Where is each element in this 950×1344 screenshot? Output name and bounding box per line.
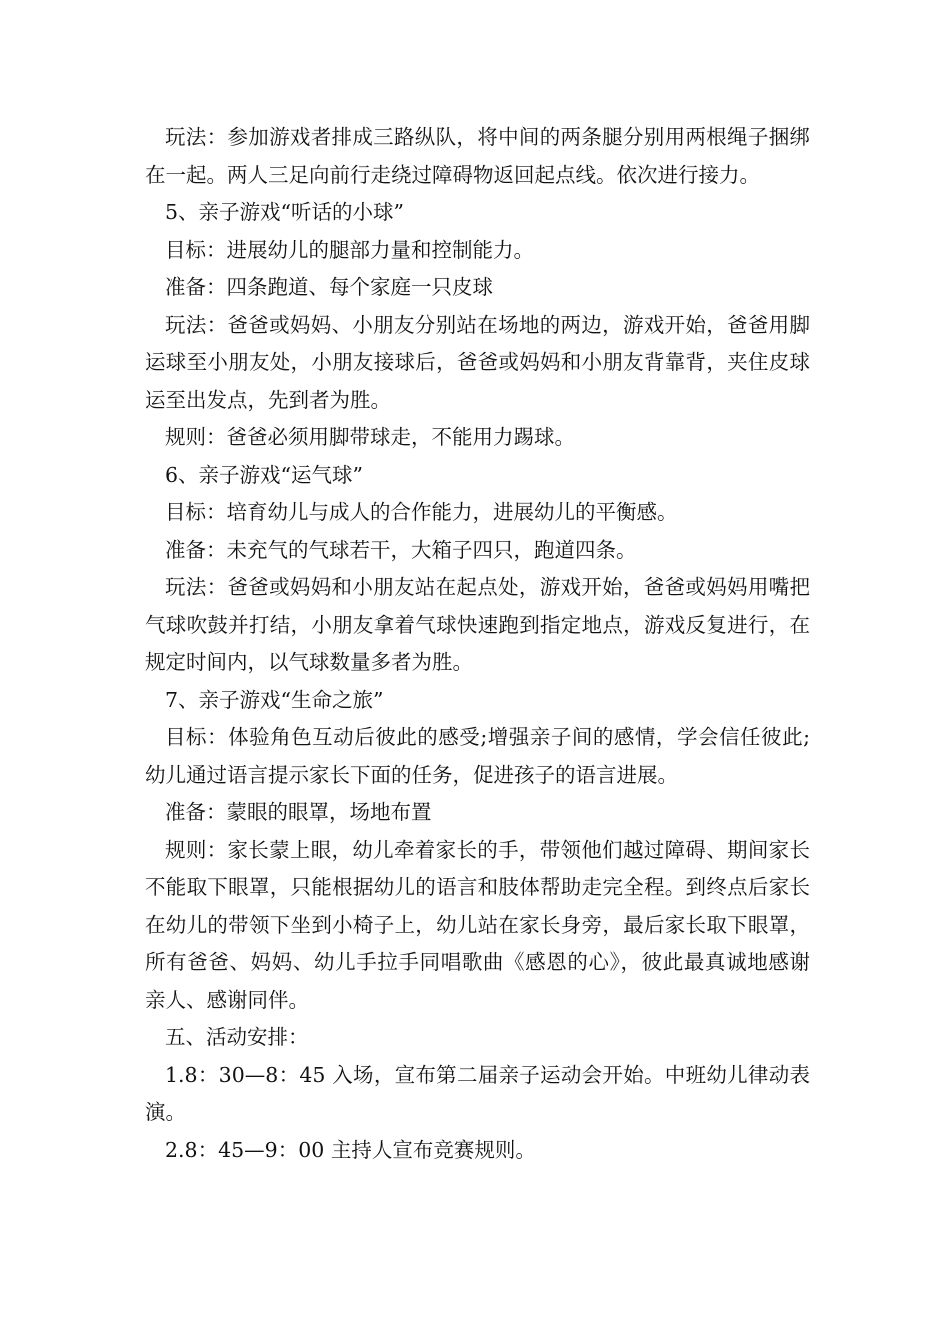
document-body [145, 119, 810, 1169]
heading-game-5: 5、亲子游戏“听话的小球” [165, 200, 405, 224]
schedule-item-2: 2.8：45—9：00 主持人宣布竞赛规则。 [165, 1137, 536, 1162]
paragraph-game-6-prep: 准备：未充气的气球若干，大箱子四只，跑道四条。 [165, 537, 637, 562]
paragraph-game-5-goal: 目标：进展幼儿的腿部力量和控制能力。 [165, 237, 534, 262]
paragraph-game-7-prep: 准备：蒙眼的眼罩，场地布置 [165, 800, 432, 824]
paragraph-game-6-play: 玩法：爸爸或妈妈和小朋友站在起点处，游戏开始，爸爸或妈妈用嘴把气球吹鼓并打结，小朋友拿着气球快速跑到指定地点，游戏反复进行，在规定时间内，以气球数量多者为胜。 [145, 575, 810, 674]
paragraph-game-7-goal: 目标：体验角色互动后彼此的感受;增强亲子间的感情，学会信任彼此;幼儿通过语言提示家长下面的任务，促进孩子的语言进展。 [145, 725, 810, 787]
paragraph-game-6-goal: 目标：培育幼儿与成人的合作能力，进展幼儿的平衡感。 [165, 500, 678, 524]
paragraph-game-5-play: 玩法：爸爸或妈妈、小朋友分别站在场地的两边，游戏开始，爸爸用脚运球至小朋友处，小朋友接球后，爸爸或妈妈和小朋友背靠背，夹住皮球运至出发点，先到者为胜。 [145, 312, 810, 412]
heading-game-7: 7、亲子游戏“生命之旅” [165, 687, 384, 712]
paragraph-game-7-rule: 规则：家长蒙上眼，幼儿牵着家长的手，带领他们越过障碍、期间家长不能取下眼罩，只能根据幼儿的语言和肢体帮助走完全程。到终点后家长在幼儿的带领下坐到小椅子上，幼儿站在家长身旁，最后家长取下眼罩，所有爸爸、妈妈、幼儿手拉手同唱歌曲《感恩的心》，彼此最真诚地感谢亲人、感谢同伴。 [145, 837, 810, 1012]
paragraph-game-5-prep: 准备：四条跑道、每个家庭一只皮球 [165, 275, 493, 299]
heading-game-6: 6、亲子游戏“运气球” [165, 462, 364, 487]
schedule-item-1: 1.8：30—8：45 入场，宣布第二届亲子运动会开始。中班幼儿律动表演。 [145, 1062, 810, 1124]
heading-section-5: 五、活动安排： [165, 1025, 309, 1049]
paragraph-three-legged-rules: 玩法：参加游戏者排成三路纵队，将中间的两条腿分别用两根绳子捆绑在一起。两人三足向前行走绕过障碍物返回起点线。依次进行接力。 [145, 125, 810, 187]
paragraph-game-5-rule: 规则：爸爸必须用脚带球走，不能用力踢球。 [165, 425, 575, 449]
